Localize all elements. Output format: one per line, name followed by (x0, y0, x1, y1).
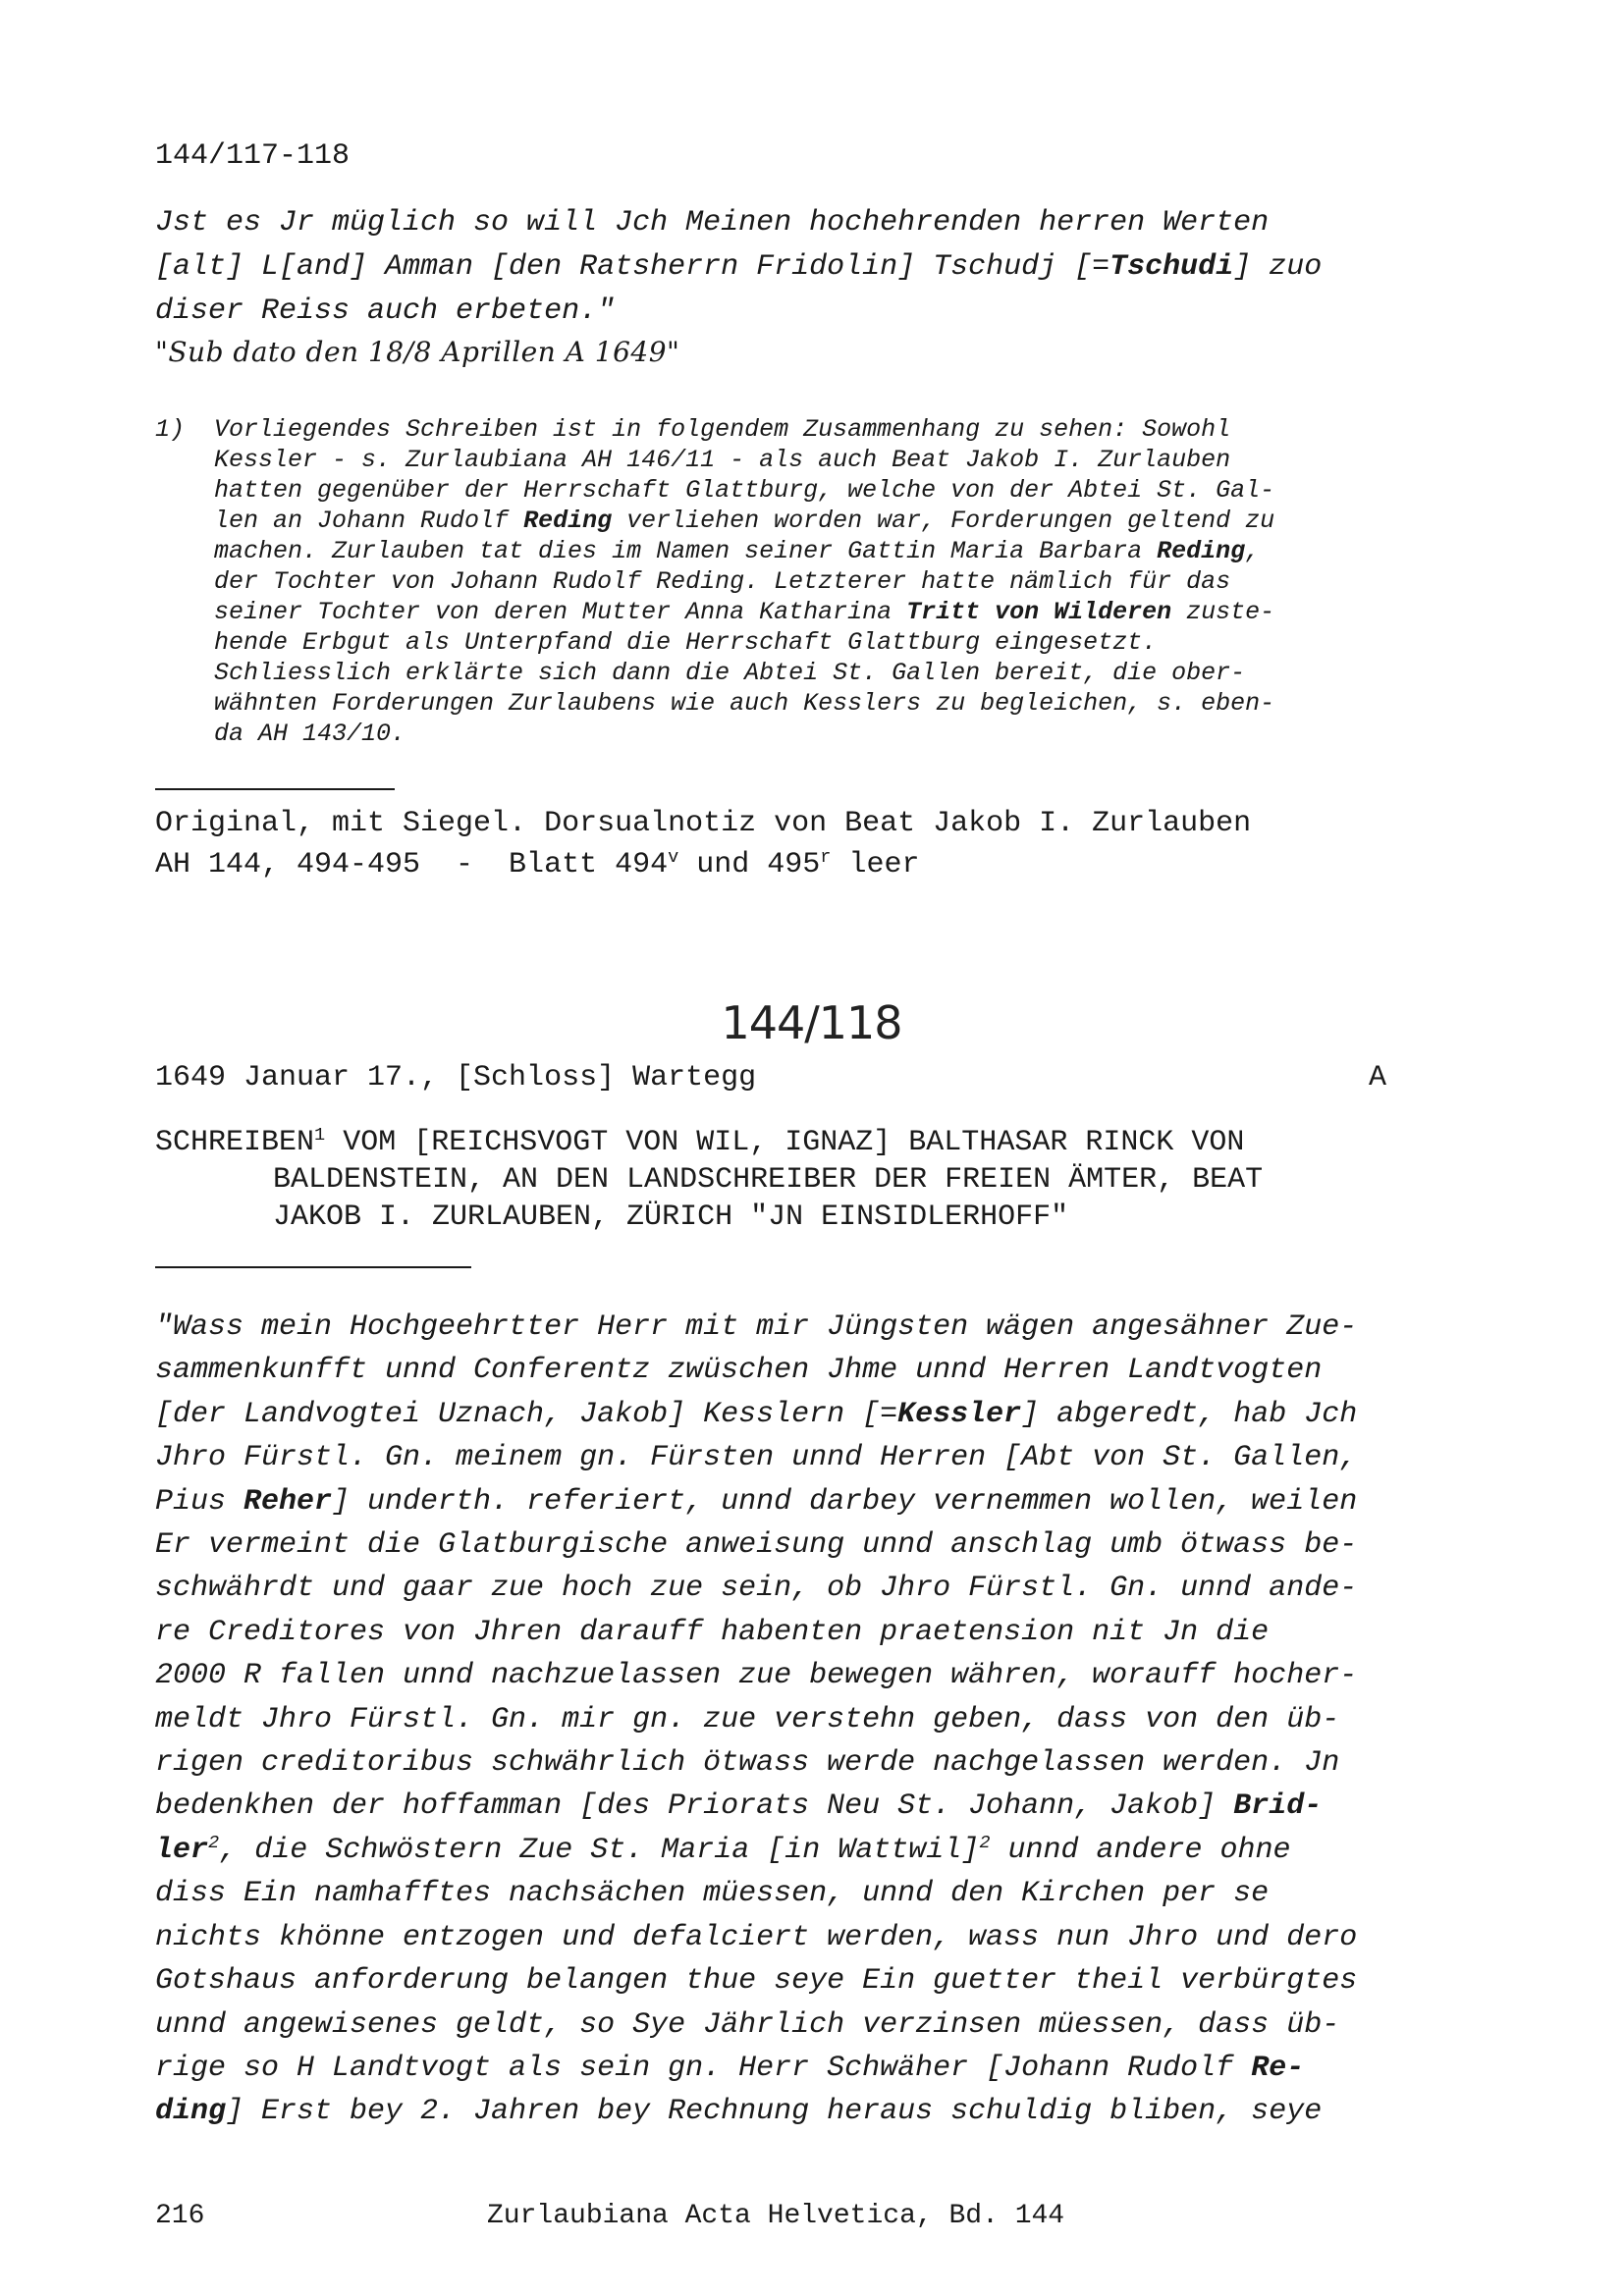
person-name: Kessler (897, 1397, 1022, 1431)
document-heading: SCHREIBEN$^1$ VOM [REICHSVOGT VON WIL, IGNAZ] BALTHASAR RINCK VON BALDENSTEIN, AN DEN LANDSCHREIBER DER FREIEN ÄMTER, BEAT JAKOB I. ZURLAUBEN, ZÜRICH "JN EINSIDLERHOFF" (155, 1124, 1264, 1234)
divider (155, 788, 395, 790)
divider (155, 1266, 471, 1268)
person-name: ding (155, 2095, 227, 2129)
person-name: Brid- (1233, 1789, 1323, 1824)
text-line: diser Reiss auch erbeten." (155, 294, 616, 328)
document-id: 144/118 (721, 996, 902, 1049)
source-note: Original, mit Siegel. Dorsualnotiz von Beat Jakob I. Zurlauben AH 144, 494-495 - Blatt 494$^v$ und 495$^r$ leer (155, 807, 1252, 881)
page-number: 216 (155, 2201, 205, 2231)
page-header-ref: 144/117-118 (155, 139, 351, 173)
series-title: Zurlaubiana Acta Helvetica, Bd. 144 (487, 2201, 1065, 2231)
person-name: Re- (1251, 2051, 1305, 2085)
person-name: Reding (523, 507, 613, 535)
dated-line: "Sub dato den 18/8 Aprillen A 1649" (155, 336, 680, 368)
letter-body: "Wass mein Hochgeehrtter Herr mit mir Jüngsten wägen angesähner Zue- sammenkunfft unnd Conferentz zwüschen Jhme unnd Herren Landtvogten [der Landvogtei Uznach, Jakob] Kesslern [=Kessler] abgeredt, hab Jch Jhro Fürstl. Gn. meinem gn. Fürsten unnd Herren [Abt von St. Gallen, Pius Reher] underth. referiert, unnd darbey vernemmen wollen, weilen Er vermeint die Glatburgische anweisung unnd anschlag umb ötwass be- schwährdt und gaar zue hoch zue sein, ob Jhro Fürstl. Gn. unnd ande- re Creditores von Jhren darauff habenten praetension nit Jn die 2000 R fallen unnd nachzuelassen zue bewegen währen, worauff hocher- meldt Jhro Fürstl. Gn. mir gn. zue verstehn geben, dass von den üb- rigen creditoribus schwährlich ötwass werde nachgelassen werden. Jn bedenkhen der hoffamman [des Priorats Neu St. Johann, Jakob] Brid- ler$^2$, die Schwöstern Zue St. Maria [in Wattwil]$^2$ unnd andere ohne diss Ein namhafftes nachsächen müessen, unnd den Kirchen per se nichts khönne entzogen und defalciert werden, wass nun Jhro und dero Gotshaus anforderung belangen thue seye Ein guetter theil verbürgtes unnd angewisenes geldt, so Sye Jährlich verzinsen müessen, dass üb- rige so H Landtvogt als sein gn. Herr Schwäher [Johann Rudolf Re- ding] Erst bey 2. Jahren bey Rechnung heraus schuldig bliben, seye (155, 1310, 1358, 2129)
footnote-body: Vorliegendes Schreiben ist in folgendem Zusammenhang zu sehen: Sowohl Kessler - s. Zurlaubiana AH 146/11 - als auch Beat Jakob I. Zurlauben hatten gegenüber der Herrschaft Glattburg, welche von der Abtei St. Gal- len an Johann Rudolf Reding verliehen worden war, Forderungen geltend zu machen. Zurlauben tat dies im Namen seiner Gattin Maria Barbara Reding, der Tochter von Johann Rudolf Reding. Letzterer hatte nämlich für das seiner Tochter von deren Mutter Anna Katharina Tritt von Wilderen zuste- hende Erbgut als Unterpfand die Herrschaft Glattburg eingesetzt. Schliesslich erklärte sich dann die Abtei St. Gallen bereit, die ober- wähnten Forderungen Zurlaubens wie auch Kesslers zu begleichen, s. eben- da AH 143/10. (214, 415, 1275, 748)
person-name: Tritt von Wilderen (906, 598, 1172, 626)
person-name: Reher (243, 1484, 333, 1519)
person-name: Tschudi (1109, 250, 1234, 284)
person-name: Reding (1157, 537, 1246, 565)
footnote-marker: 1) (155, 415, 186, 444)
document-type: A (1369, 1061, 1387, 1095)
date-place: 1649 Januar 17., [Schloss] Wartegg (155, 1061, 757, 1095)
previous-letter-text (155, 201, 1432, 334)
text-line: Jst es Jr müglich so will Jch Meinen hochehrenden herren Werten (155, 206, 1270, 240)
person-name: ler (155, 1833, 209, 1867)
text-line: [alt] L[and] Amman [den Ratsherrn Fridolin] Tschudj [=Tschudi] zuo (155, 250, 1323, 284)
